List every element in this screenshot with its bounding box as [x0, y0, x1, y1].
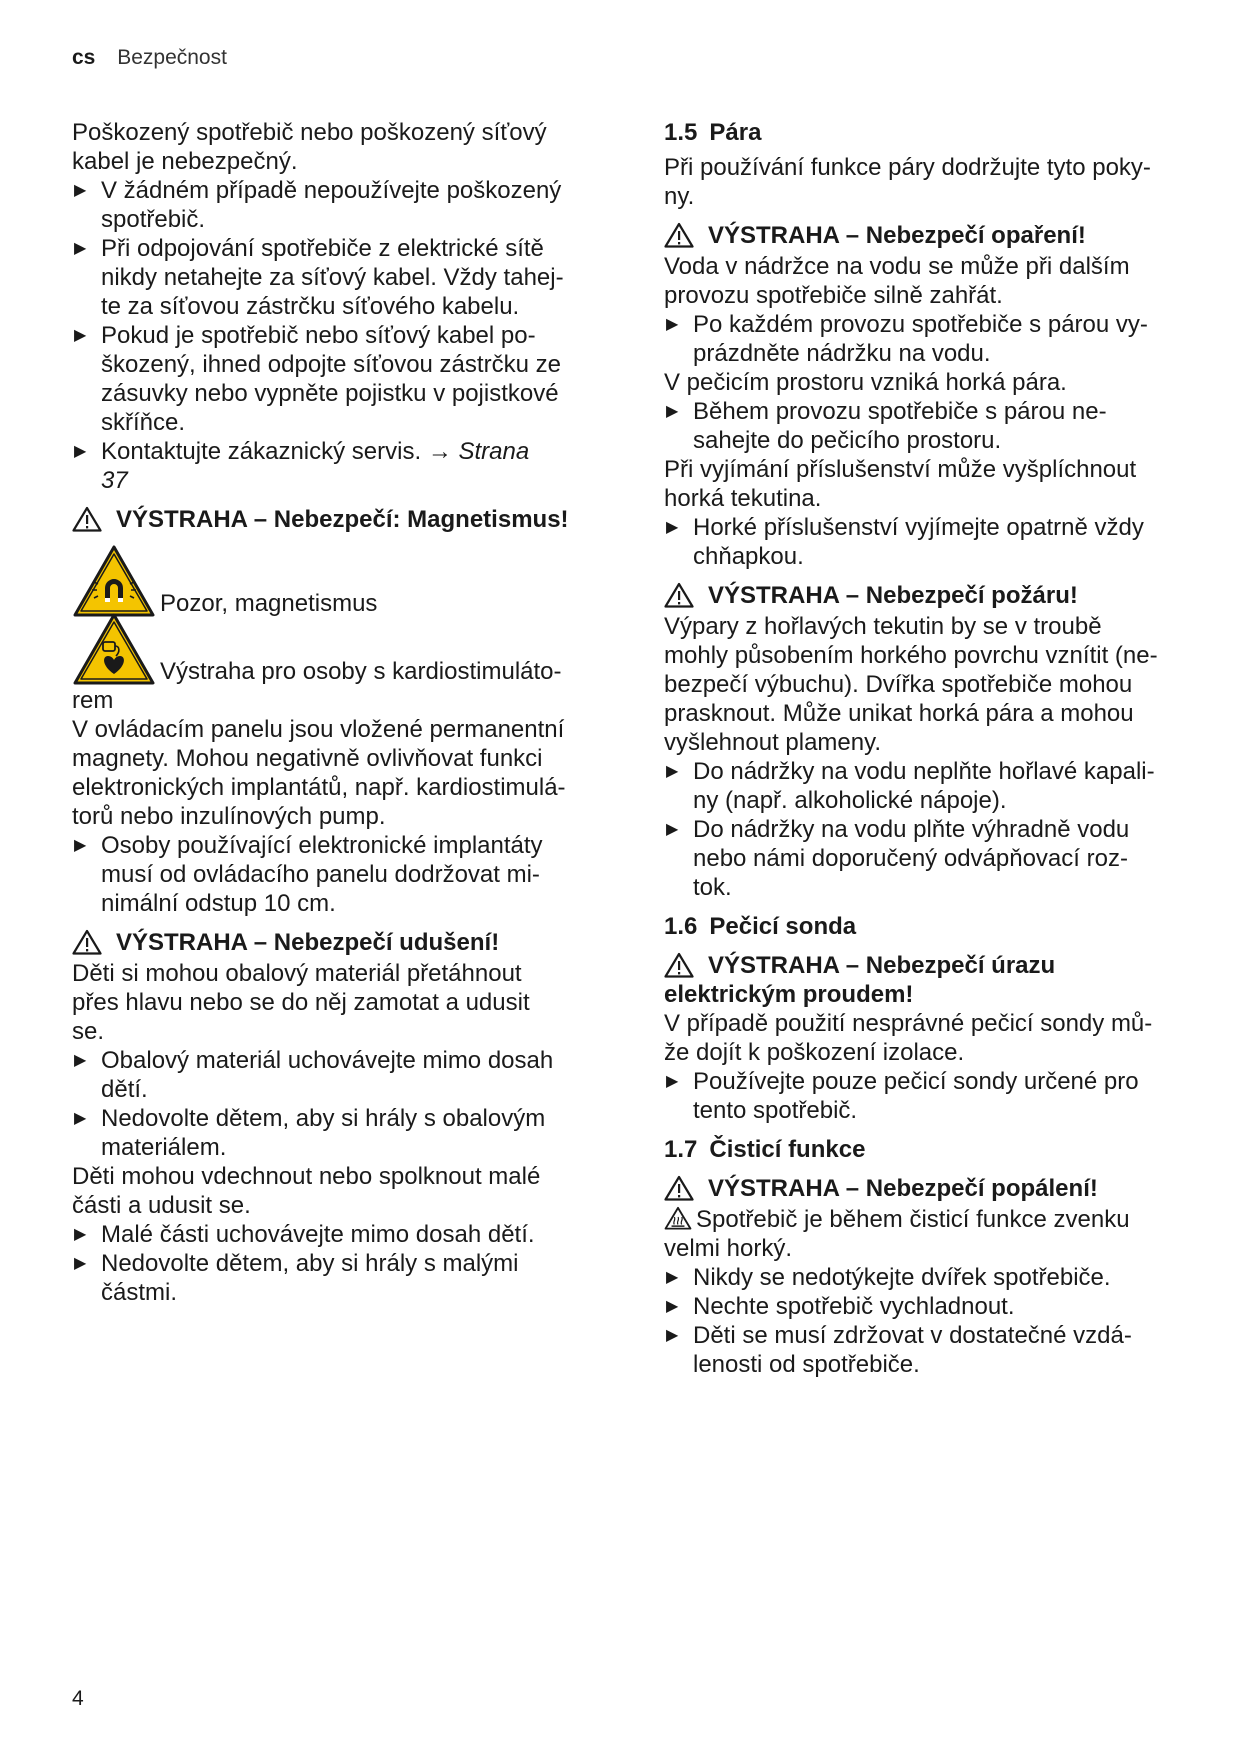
warning-triangle-icon — [72, 506, 102, 532]
bullet-item: ▶ Po každém provozu spotřebiče s párou vy- prázdněte nádržku na vodu. — [666, 311, 1148, 367]
page-reference-link[interactable]: Strana — [458, 438, 530, 465]
page-number: 4 — [72, 1687, 84, 1710]
arrow-right-icon: → — [427, 438, 452, 465]
bullet-arrow-icon: ▶ — [666, 821, 679, 838]
left-column — [72, 118, 612, 1307]
warning-triangle-icon — [664, 222, 694, 248]
right-column — [664, 118, 1204, 1379]
bullet-arrow-icon: ▶ — [666, 1327, 679, 1344]
hot-surface-warning-icon — [664, 1206, 692, 1230]
bullet-arrow-icon: ▶ — [666, 316, 679, 333]
bullet-item: ▶ Používejte pouze pečicí sondy určené pro tento spotřebič. — [666, 1068, 1139, 1124]
paragraph: Výpary z hořlavých tekutin by se v troubě mohly působením horkého povrchu vznítit (ne- bezpečí výbuchu). Dvířka spotřebiče mohou prasknout. Může unikat horká pára a mohou vyšlehnout plameny. — [664, 613, 1158, 756]
bullet-arrow-icon: ▶ — [74, 1110, 87, 1127]
bullet-arrow-icon: ▶ — [666, 519, 679, 536]
warning-triangle-icon — [664, 1175, 694, 1201]
bullet-arrow-icon: ▶ — [666, 1269, 679, 1286]
bullet-item: ▶ Děti se musí zdržovat v dostatečné vzdá- lenosti od spotřebiče. — [666, 1322, 1132, 1378]
bullet-item: ▶ Osoby používající elektronické implantáty musí od ovládacího panelu dodržovat mi- nimální odstup 10 cm. — [74, 832, 543, 917]
paragraph: V ovládacím panelu jsou vložené permanentní magnety. Mohou negativně ovlivňovat funkci elektronických implantátů, např. kardiostimulá- torů nebo inzulínových pump. — [72, 716, 566, 830]
page-header — [72, 46, 227, 70]
bullet-item: ▶ Do nádržky na vodu neplňte hořlavé kapali- ny (např. alkoholické nápoje). — [666, 758, 1155, 814]
warning-heading: VÝSTRAHA – Nebezpečí udušení! — [72, 928, 612, 957]
pacemaker-warning-sign-icon — [72, 612, 156, 686]
bullet-item: ▶ V žádném případě nepoužívejte poškozený spotřebič. — [74, 177, 562, 233]
bullet-arrow-icon: ▶ — [666, 1298, 679, 1315]
bullet-item: ▶ Malé části uchovávejte mimo dosah dětí. — [74, 1221, 535, 1248]
magnet-warning-sign-icon — [72, 544, 156, 618]
bullet-item: ▶ Nedovolte dětem, aby si hrály s obalovým materiálem. — [74, 1105, 546, 1161]
magnetism-sign-row — [72, 544, 612, 618]
bullet-item: ▶ Pokud je spotřebič nebo síťový kabel po- škozený, ihned odpojte síťovou zástrčku ze zásuvky nebo vypněte pojistku v pojistkové skříňce. — [74, 322, 561, 436]
section-heading-1-7: 1.7 Čisticí funkce — [664, 1136, 866, 1163]
bullet-arrow-icon: ▶ — [74, 327, 87, 344]
bullet-item: ▶ Nedovolte dětem, aby si hrály s malými částmi. — [74, 1250, 519, 1306]
paragraph: Děti mohou vdechnout nebo spolknout malé části a udusit se. — [72, 1163, 541, 1219]
warning-heading: VÝSTRAHA – Nebezpečí: Magnetismus! — [72, 505, 612, 534]
pacemaker-sign-row — [72, 612, 612, 686]
paragraph: V případě použití nesprávné pečicí sondy mů- že dojít k poškození izolace. — [664, 1010, 1153, 1066]
warning-heading-continued: elektrickým proudem! — [664, 981, 914, 1008]
section-heading-1-5: 1.5 Pára — [664, 119, 762, 146]
paragraph: Při používání funkce páry dodržujte tyto poky- ny. — [664, 154, 1151, 210]
bullet-arrow-icon: ▶ — [74, 182, 87, 199]
warning-heading: VÝSTRAHA – Nebezpečí popálení! — [664, 1174, 1204, 1203]
bullet-item: ▶ Obalový materiál uchovávejte mimo dosah dětí. — [74, 1047, 554, 1103]
bullet-arrow-icon: ▶ — [666, 763, 679, 780]
bullet-item: ▶ Nikdy se nedotýkejte dvířek spotřebiče. — [666, 1264, 1111, 1291]
warning-triangle-icon — [664, 582, 694, 608]
bullet-arrow-icon: ▶ — [666, 1073, 679, 1090]
bullet-arrow-icon: ▶ — [74, 240, 87, 257]
warning-triangle-icon — [72, 929, 102, 955]
bullet-item: ▶ Při odpojování spotřebiče z elektrické sítě nikdy netahejte za síťový kabel. Vždy tahej- te za síťovou zástrčku síťového kabelu. — [74, 235, 564, 320]
bullet-arrow-icon: ▶ — [74, 443, 87, 460]
bullet-item: ▶ Během provozu spotřebiče s párou ne- sahejte do pečicího prostoru. — [666, 398, 1107, 454]
paragraph: Děti si mohou obalový materiál přetáhnout přes hlavu nebo se do něj zamotat a udusit se. — [72, 960, 530, 1045]
paragraph: Poškozený spotřebič nebo poškozený síťový kabel je nebezpečný. — [72, 119, 547, 175]
bullet-item: ▶ Do nádržky na vodu plňte výhradně vodu nebo námi doporučený odvápňovací roz- tok. — [666, 816, 1130, 901]
warning-heading: VÝSTRAHA – Nebezpečí opaření! — [664, 221, 1204, 250]
paragraph: Při vyjímání příslušenství může vyšplíchnout horká tekutina. — [664, 456, 1137, 512]
page-reference-number[interactable]: 37 — [101, 467, 128, 494]
bullet-item: ▶ Horké příslušenství vyjímejte opatrně vždy chňapkou. — [666, 514, 1144, 570]
section-title: Bezpečnost — [117, 46, 227, 69]
bullet-item: ▶ Nechte spotřebič vychladnout. — [666, 1293, 1015, 1320]
warning-heading: VÝSTRAHA – Nebezpečí požáru! — [664, 581, 1204, 610]
bullet-arrow-icon: ▶ — [666, 403, 679, 420]
paragraph: V pečicím prostoru vzniká horká pára. — [664, 369, 1067, 396]
section-heading-1-6: 1.6 Pečicí sonda — [664, 913, 857, 940]
bullet-item: ▶ Kontaktujte zákaznický servis. → Strana 37 — [74, 438, 530, 494]
bullet-arrow-icon: ▶ — [74, 1052, 87, 1069]
paragraph: Spotřebič je během čisticí funkce zvenku velmi horký. — [664, 1206, 1130, 1262]
bullet-arrow-icon: ▶ — [74, 837, 87, 854]
sign-caption: Výstraha pro osoby s kardiostimuláto- — [160, 658, 562, 685]
bullet-arrow-icon: ▶ — [74, 1226, 87, 1243]
warning-triangle-icon — [664, 952, 694, 978]
paragraph: Voda v nádržce na vodu se může při dalším provozu spotřebiče silně zahřát. — [664, 253, 1130, 309]
bullet-arrow-icon: ▶ — [74, 1255, 87, 1272]
sign-caption-continued: rem — [72, 687, 114, 714]
language-code: cs — [72, 46, 96, 69]
sign-caption: Pozor, magnetismus — [160, 590, 378, 617]
warning-heading: VÝSTRAHA – Nebezpečí úrazu — [664, 951, 1204, 980]
